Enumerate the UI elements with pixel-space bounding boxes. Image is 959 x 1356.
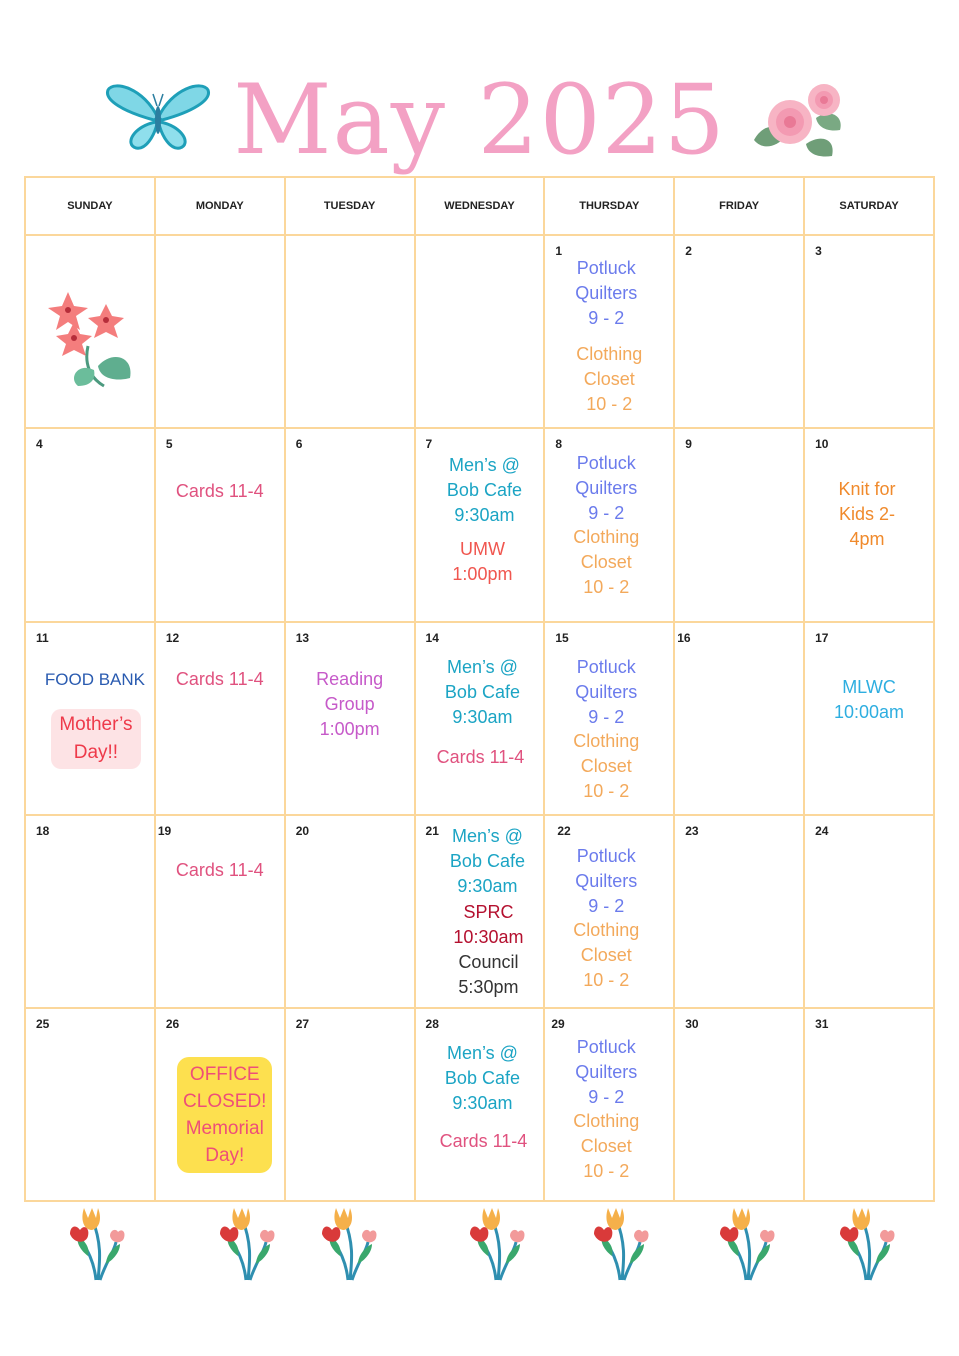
- event-line: 10 - 2: [583, 969, 630, 990]
- day-cell-26[interactable]: [155, 1008, 285, 1201]
- office-closed-badge: [177, 1057, 272, 1173]
- event-council: [434, 950, 544, 1000]
- event-clothing-closet: [539, 729, 673, 804]
- event-line: Bob Cafe: [444, 681, 520, 702]
- day-number: 24: [815, 823, 829, 838]
- event-mens-bob-cafe: [426, 453, 544, 528]
- day-number: 3: [815, 244, 822, 259]
- day-cell-24[interactable]: [804, 815, 934, 1008]
- page-title: May 2025: [233, 64, 726, 176]
- event-line: 10 - 2: [586, 394, 633, 415]
- event-line: 9 - 2: [588, 308, 625, 329]
- day-cell-31[interactable]: [804, 1008, 934, 1201]
- event-line: Bob Cafe: [444, 1067, 520, 1088]
- day-number: 18: [36, 823, 50, 838]
- event-office-closed: [166, 1057, 284, 1173]
- day-cell-29[interactable]: [544, 1008, 674, 1201]
- day-number: 8: [555, 437, 563, 452]
- event-line: Closet: [580, 944, 632, 965]
- event-line: Potluck: [576, 453, 636, 474]
- weekday-wednesday: WEDNESDAY: [415, 177, 545, 235]
- day-number: 28: [425, 1016, 439, 1031]
- event-line: Potluck: [576, 656, 636, 677]
- week-row: [25, 1008, 934, 1201]
- weekday-header: [25, 177, 934, 235]
- lily-flower-icon: [38, 286, 142, 390]
- event-cards: Cards 11-4: [175, 481, 264, 502]
- event-line: 9 - 2: [588, 1086, 625, 1107]
- day-number: 29: [551, 1016, 565, 1031]
- event-line: 9 - 2: [588, 503, 625, 524]
- event-food-bank: FOOD BANK: [44, 669, 145, 689]
- calendar-grid: [24, 176, 935, 1202]
- event-cards: Cards 11-4: [175, 668, 264, 689]
- day-number: 6: [295, 437, 303, 452]
- event-cards: Cards 11-4: [439, 1130, 528, 1151]
- event-clothing-closet: [539, 918, 673, 993]
- day-number: 19: [157, 823, 172, 838]
- event-line: Men’s @: [446, 1042, 518, 1063]
- day-cell-7[interactable]: [415, 428, 545, 621]
- tulip-icon: [836, 1204, 900, 1284]
- event-line: UMW: [459, 539, 505, 560]
- event-line: Bob Cafe: [449, 850, 525, 871]
- tulip-icon: [66, 1204, 130, 1284]
- event-line: Reading: [316, 668, 384, 689]
- event-line: Men’s @: [446, 656, 518, 677]
- weekday-tuesday: TUESDAY: [285, 177, 415, 235]
- day-cell-22[interactable]: [544, 815, 674, 1008]
- event-umw: [422, 537, 544, 587]
- week-row: [25, 235, 934, 428]
- tulip-icon: [716, 1204, 780, 1284]
- event-line: Clothing: [573, 730, 640, 751]
- event-line: Potluck: [576, 845, 636, 866]
- day-cell-30[interactable]: [674, 1008, 804, 1201]
- weekday-saturday: SATURDAY: [804, 177, 934, 235]
- event-mens-bob-cafe: [432, 824, 544, 899]
- day-number: 5: [165, 437, 173, 452]
- event-line: SPRC: [463, 901, 514, 922]
- event-line: Quilters: [575, 1061, 638, 1082]
- day-cell-13[interactable]: [285, 622, 415, 815]
- day-number: 20: [295, 823, 310, 838]
- day-cell-20[interactable]: [285, 815, 415, 1008]
- day-cell-19[interactable]: [155, 815, 285, 1008]
- weekday-thursday: THURSDAY: [544, 177, 674, 235]
- day-cell-25[interactable]: [25, 1008, 155, 1201]
- event-line: Quilters: [575, 283, 638, 304]
- day-cell-21[interactable]: [415, 815, 545, 1008]
- event-line: Closet: [580, 755, 632, 776]
- event-cards: Cards 11-4: [436, 746, 525, 767]
- tulip-icon: [216, 1204, 280, 1284]
- event-line: 4pm: [849, 529, 885, 550]
- event-mens-bob-cafe: [422, 655, 544, 730]
- event-line: 10 - 2: [583, 780, 630, 801]
- weekday-friday: FRIDAY: [674, 177, 804, 235]
- tulip-icon: [318, 1204, 382, 1284]
- day-number: 17: [815, 630, 829, 645]
- day-cell-5[interactable]: [155, 428, 285, 621]
- event-clothing-closet: [545, 342, 673, 417]
- event-potluck-quilters: [539, 844, 673, 919]
- day-cell-11[interactable]: [25, 622, 155, 815]
- day-cell-10[interactable]: [804, 428, 934, 621]
- event-line: Potluck: [576, 1036, 636, 1057]
- day-number: 7: [425, 437, 433, 452]
- event-line: MLWC: [842, 676, 896, 697]
- event-mlwc: [805, 675, 933, 725]
- event-potluck-quilters: [539, 256, 673, 331]
- day-cell-23[interactable]: [674, 815, 804, 1008]
- day-number: 11: [36, 630, 49, 645]
- event-line: Day!: [205, 1144, 245, 1166]
- event-line: 9 - 2: [588, 706, 625, 727]
- day-number: 21: [425, 823, 439, 838]
- event-line: 10:30am: [453, 926, 524, 947]
- event-clothing-closet: [539, 1109, 673, 1184]
- day-number: 31: [815, 1016, 829, 1031]
- day-number: 30: [685, 1016, 699, 1031]
- event-line: Knit for: [838, 479, 896, 500]
- weekday-monday: MONDAY: [155, 177, 285, 235]
- event-line: 9:30am: [452, 1092, 513, 1113]
- event-line: Memorial: [185, 1117, 264, 1139]
- event-line: Clothing: [573, 919, 640, 940]
- day-number: 22: [557, 823, 571, 838]
- event-reading-group: [286, 667, 414, 742]
- day-number: 4: [36, 437, 43, 452]
- event-mothers-day: [38, 709, 154, 769]
- event-mens-bob-cafe: [422, 1041, 544, 1116]
- event-line: 9:30am: [457, 875, 518, 896]
- day-cell-27[interactable]: [285, 1008, 415, 1201]
- event-line: 9 - 2: [588, 895, 625, 916]
- day-cell-14[interactable]: [415, 622, 545, 815]
- event-line: 9:30am: [454, 505, 515, 526]
- day-cell-6[interactable]: [285, 428, 415, 621]
- mothers-day-badge: [51, 709, 140, 769]
- tulip-icon: [466, 1204, 530, 1284]
- day-cell-9[interactable]: [674, 428, 804, 621]
- roses-icon: [746, 78, 850, 162]
- butterfly-icon: [104, 82, 212, 154]
- event-potluck-quilters: [539, 655, 673, 730]
- day-number: 10: [815, 437, 829, 452]
- day-number: 16: [677, 630, 691, 645]
- event-line: Closet: [583, 369, 635, 390]
- day-cell-empty: [285, 235, 415, 428]
- week-row: [25, 815, 934, 1008]
- event-clothing-closet: [539, 525, 673, 600]
- tulip-icon: [590, 1204, 654, 1284]
- event-line: 1:00pm: [452, 564, 513, 585]
- event-line: 9:30am: [452, 706, 513, 727]
- event-line: Kids 2-: [839, 504, 896, 525]
- day-cell-1[interactable]: [544, 235, 674, 428]
- event-line: Clothing: [573, 527, 640, 548]
- day-number: 14: [425, 630, 439, 645]
- day-cell-empty: [155, 235, 285, 428]
- day-number: 12: [165, 630, 180, 645]
- weekday-sunday: SUNDAY: [25, 177, 155, 235]
- event-line: Men’s @: [451, 825, 523, 846]
- day-cell-8[interactable]: [544, 428, 674, 621]
- day-cell-28[interactable]: [415, 1008, 545, 1201]
- event-potluck-quilters: [539, 1035, 673, 1110]
- event-line: CLOSED!: [183, 1090, 267, 1112]
- event-line: Quilters: [575, 870, 638, 891]
- event-line: Men’s @: [448, 455, 520, 476]
- event-line: 5:30pm: [458, 976, 519, 997]
- event-line: Day!!: [73, 741, 119, 763]
- day-cell-16[interactable]: [674, 622, 804, 815]
- event-line: Bob Cafe: [446, 480, 522, 501]
- day-number: 23: [685, 823, 699, 838]
- event-line: Council: [458, 951, 519, 972]
- event-line: Quilters: [575, 681, 638, 702]
- event-line: Closet: [580, 1135, 632, 1156]
- week-row: [25, 428, 934, 621]
- day-number: 9: [685, 437, 692, 452]
- event-sprc: [434, 900, 544, 950]
- day-number: 15: [555, 630, 569, 645]
- event-line: Quilters: [575, 478, 638, 499]
- event-line: Closet: [580, 552, 632, 573]
- day-number: 1: [555, 244, 563, 259]
- day-cell-2[interactable]: [674, 235, 804, 428]
- day-cell-12[interactable]: [155, 622, 285, 815]
- event-line: 10:00am: [834, 701, 905, 722]
- event-line: 1:00pm: [319, 718, 380, 739]
- day-number: 13: [295, 630, 310, 645]
- day-number: 25: [36, 1016, 50, 1031]
- event-line: Clothing: [573, 1110, 640, 1131]
- day-cell-15[interactable]: [544, 622, 674, 815]
- event-line: Mother’s: [59, 713, 133, 735]
- event-line: Group: [324, 693, 375, 714]
- event-line: Potluck: [576, 258, 636, 279]
- event-line: OFFICE: [189, 1063, 260, 1085]
- event-cards: Cards 11-4: [175, 859, 264, 880]
- event-potluck-quilters: [539, 451, 673, 526]
- day-cell-18[interactable]: [25, 815, 155, 1008]
- event-line: Clothing: [576, 344, 643, 365]
- event-line: 10 - 2: [583, 1160, 630, 1181]
- day-number: 26: [165, 1016, 180, 1031]
- day-cell-3[interactable]: [804, 235, 934, 428]
- day-cell-empty: [415, 235, 545, 428]
- week-row: [25, 622, 934, 815]
- day-number: 27: [295, 1016, 310, 1031]
- day-cell-empty: [25, 235, 155, 428]
- day-cell-17[interactable]: [804, 622, 934, 815]
- event-line: 10 - 2: [583, 577, 630, 598]
- day-cell-4[interactable]: [25, 428, 155, 621]
- day-number: 2: [685, 244, 692, 259]
- event-knit-for-kids: [801, 477, 933, 552]
